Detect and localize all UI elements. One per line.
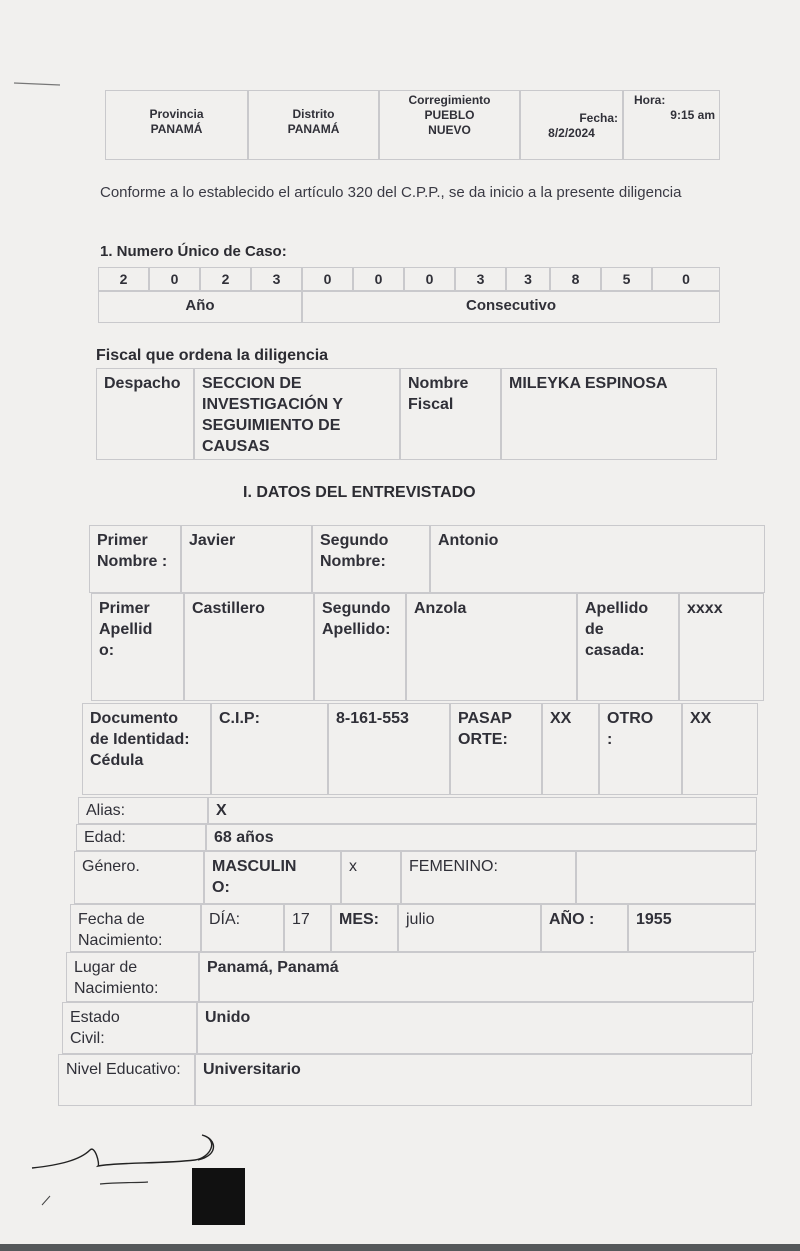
year-label: Año — [98, 291, 302, 323]
segundo-apellido-label: Segundo Apellido: — [314, 593, 406, 701]
mes-value: julio — [398, 904, 541, 952]
pasaporte-value: XX — [542, 703, 599, 795]
fecha-nacimiento-label: Fecha de Nacimiento: — [70, 904, 201, 952]
primer-apellido-value: Castillero — [184, 593, 314, 701]
masculino-label: MASCULINO: — [204, 851, 341, 904]
cip-label: C.I.P: — [211, 703, 328, 795]
fiscal-title: Fiscal que ordena la diligencia — [96, 347, 329, 364]
anio-value: 1955 — [628, 904, 756, 952]
estado-civil-value: Unido — [197, 1002, 753, 1054]
corregimiento-cell — [379, 90, 520, 160]
apellido-casada-value: xxxx — [679, 593, 764, 701]
case-digit: 3 — [506, 267, 550, 291]
nivel-educativo-value: Universitario — [195, 1054, 752, 1106]
provincia-label: Provincia — [149, 107, 204, 121]
case-digit: 0 — [353, 267, 404, 291]
nivel-educativo-label: Nivel Educativo: — [58, 1054, 195, 1106]
case-digit: 3 — [251, 267, 302, 291]
fecha-value: 8/2/2024 — [548, 126, 595, 140]
case-digit: 0 — [302, 267, 353, 291]
redaction-box — [192, 1168, 245, 1225]
segundo-nombre-label: Segundo Nombre: — [312, 525, 430, 593]
distrito-value: PANAMÁ — [287, 122, 340, 136]
case-digit: 0 — [652, 267, 720, 291]
nombre-fiscal-value: MILEYKA ESPINOSA — [501, 368, 717, 460]
masculino-value: x — [341, 851, 401, 904]
distrito-label: Distrito — [292, 107, 335, 121]
anio-label: AÑO : — [541, 904, 628, 952]
case-digit: 3 — [455, 267, 506, 291]
dia-label: DÍA: — [201, 904, 284, 952]
margin-mark — [12, 78, 72, 88]
edad-value: 68 años — [206, 824, 757, 851]
alias-value: X — [208, 797, 757, 824]
segundo-nombre-value: Antonio — [430, 525, 765, 593]
pasaporte-label: PASAPORTE: — [450, 703, 542, 795]
mes-label: MES: — [331, 904, 398, 952]
hora-label: Hora: — [634, 93, 666, 107]
nombre-fiscal-label: Nombre Fiscal — [400, 368, 501, 460]
edad-label: Edad: — [76, 824, 206, 851]
case-digit: 0 — [149, 267, 200, 291]
lugar-nacimiento-label: Lugar de Nacimiento: — [66, 952, 199, 1002]
femenino-value — [576, 851, 756, 904]
page-edge — [0, 1244, 800, 1251]
cip-value: 8-161-553 — [328, 703, 450, 795]
segundo-apellido-value: Anzola — [406, 593, 577, 701]
genero-label: Género. — [74, 851, 204, 904]
femenino-label: FEMENINO: — [401, 851, 576, 904]
case-digit: 2 — [200, 267, 251, 291]
corregimiento-value-1: PUEBLO — [424, 108, 475, 122]
case-number-title: 1. Numero Único de Caso: — [100, 243, 287, 260]
otro-label: OTRO : — [599, 703, 682, 795]
consecutive-label: Consecutivo — [302, 291, 720, 323]
distrito-cell — [248, 90, 379, 160]
provincia-value: PANAMÁ — [150, 122, 203, 136]
alias-label: Alias: — [78, 797, 208, 824]
documento-label: Documento de Identidad: Cédula — [82, 703, 211, 795]
section-title: I. DATOS DEL ENTREVISTADO — [243, 484, 476, 501]
case-digit: 5 — [601, 267, 652, 291]
provincia-cell — [105, 90, 248, 160]
despacho-label: Despacho — [96, 368, 194, 460]
primer-nombre-label: Primer Nombre : — [89, 525, 181, 593]
fecha-label: Fecha: — [579, 111, 618, 125]
lugar-nacimiento-value: Panamá, Panamá — [199, 952, 754, 1002]
intro-text: Conforme a lo establecido el artículo 320 del C.P.P., se da inicio a la presente diligencia — [100, 184, 682, 201]
corregimiento-label: Corregimiento — [408, 93, 491, 107]
despacho-value: SECCION DE INVESTIGACIÓN Y SEGUIMIENTO DE CAUSAS — [194, 368, 400, 460]
otro-value: XX — [682, 703, 758, 795]
hora-value: 9:15 am — [670, 108, 715, 122]
primer-apellido-label: Primer Apellido: — [91, 593, 184, 701]
case-digit: 2 — [98, 267, 149, 291]
dia-value: 17 — [284, 904, 331, 952]
estado-civil-label: Estado Civil: — [62, 1002, 197, 1054]
apellido-casada-label: Apellido de casada: — [577, 593, 679, 701]
corregimiento-value-2: NUEVO — [428, 123, 471, 137]
fecha-cell — [520, 90, 623, 160]
case-digit: 8 — [550, 267, 601, 291]
hora-cell — [623, 90, 720, 160]
case-digit: 0 — [404, 267, 455, 291]
primer-nombre-value: Javier — [181, 525, 312, 593]
